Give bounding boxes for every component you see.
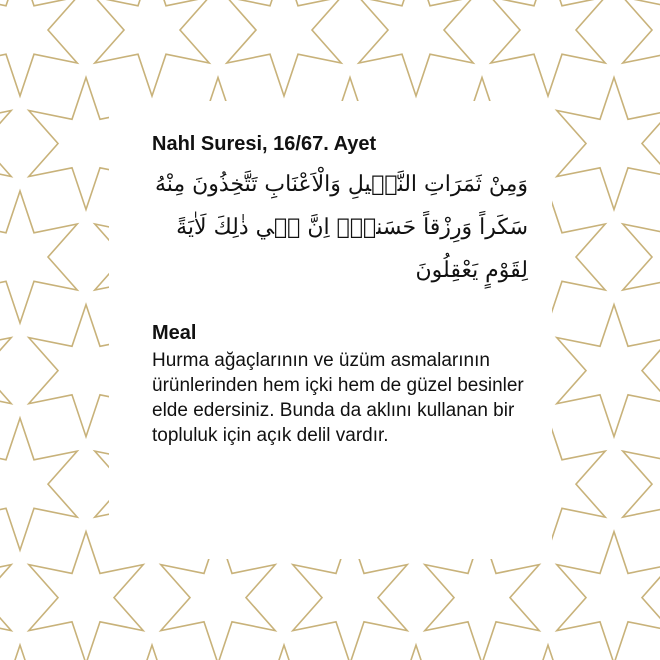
pattern-star [227, 0, 341, 96]
meal-heading: Meal [152, 322, 197, 344]
pattern-star [95, 645, 209, 660]
pattern-star [0, 191, 77, 323]
pattern-star [623, 191, 660, 323]
pattern-star [0, 532, 11, 660]
pattern-star [0, 78, 11, 210]
pattern-star [0, 0, 77, 96]
pattern-star [491, 0, 605, 96]
pattern-star [557, 532, 660, 660]
pattern-star [359, 0, 473, 96]
verse-card [109, 101, 552, 559]
pattern-star [623, 418, 660, 550]
pattern-star [95, 0, 209, 96]
meal-translation-text: Hurma ağaçlarının ve üzüm asmalarının ürünlerinden hem içki hem de güzel besinler elde edersiniz. Bunda da aklını kullanan bir topluluk için açık delil vardır. [152, 350, 524, 446]
pattern-star [0, 645, 77, 660]
pattern-star [359, 645, 473, 660]
pattern-star [0, 418, 77, 550]
pattern-star [623, 645, 660, 660]
pattern-star [623, 0, 660, 96]
pattern-star [557, 305, 660, 437]
verse-title: Nahl Suresi, 16/67. Ayet [152, 133, 377, 155]
pattern-star [557, 78, 660, 210]
pattern-star [0, 305, 11, 437]
pattern-star [227, 645, 341, 660]
arabic-verse-text: وَمِنْ ثَمَرَاتِ النَّخ۪يلِ وَالْاَعْنَابِ تَتَّخِذُونَ مِنْهُ سَكَراً وَرِزْقاً حَسَناًۜ اِنَّ ف۪ي ذٰلِكَ لَاٰيَةً لِقَوْمٍ يَعْقِلُونَ [154, 172, 528, 283]
pattern-star [491, 645, 605, 660]
